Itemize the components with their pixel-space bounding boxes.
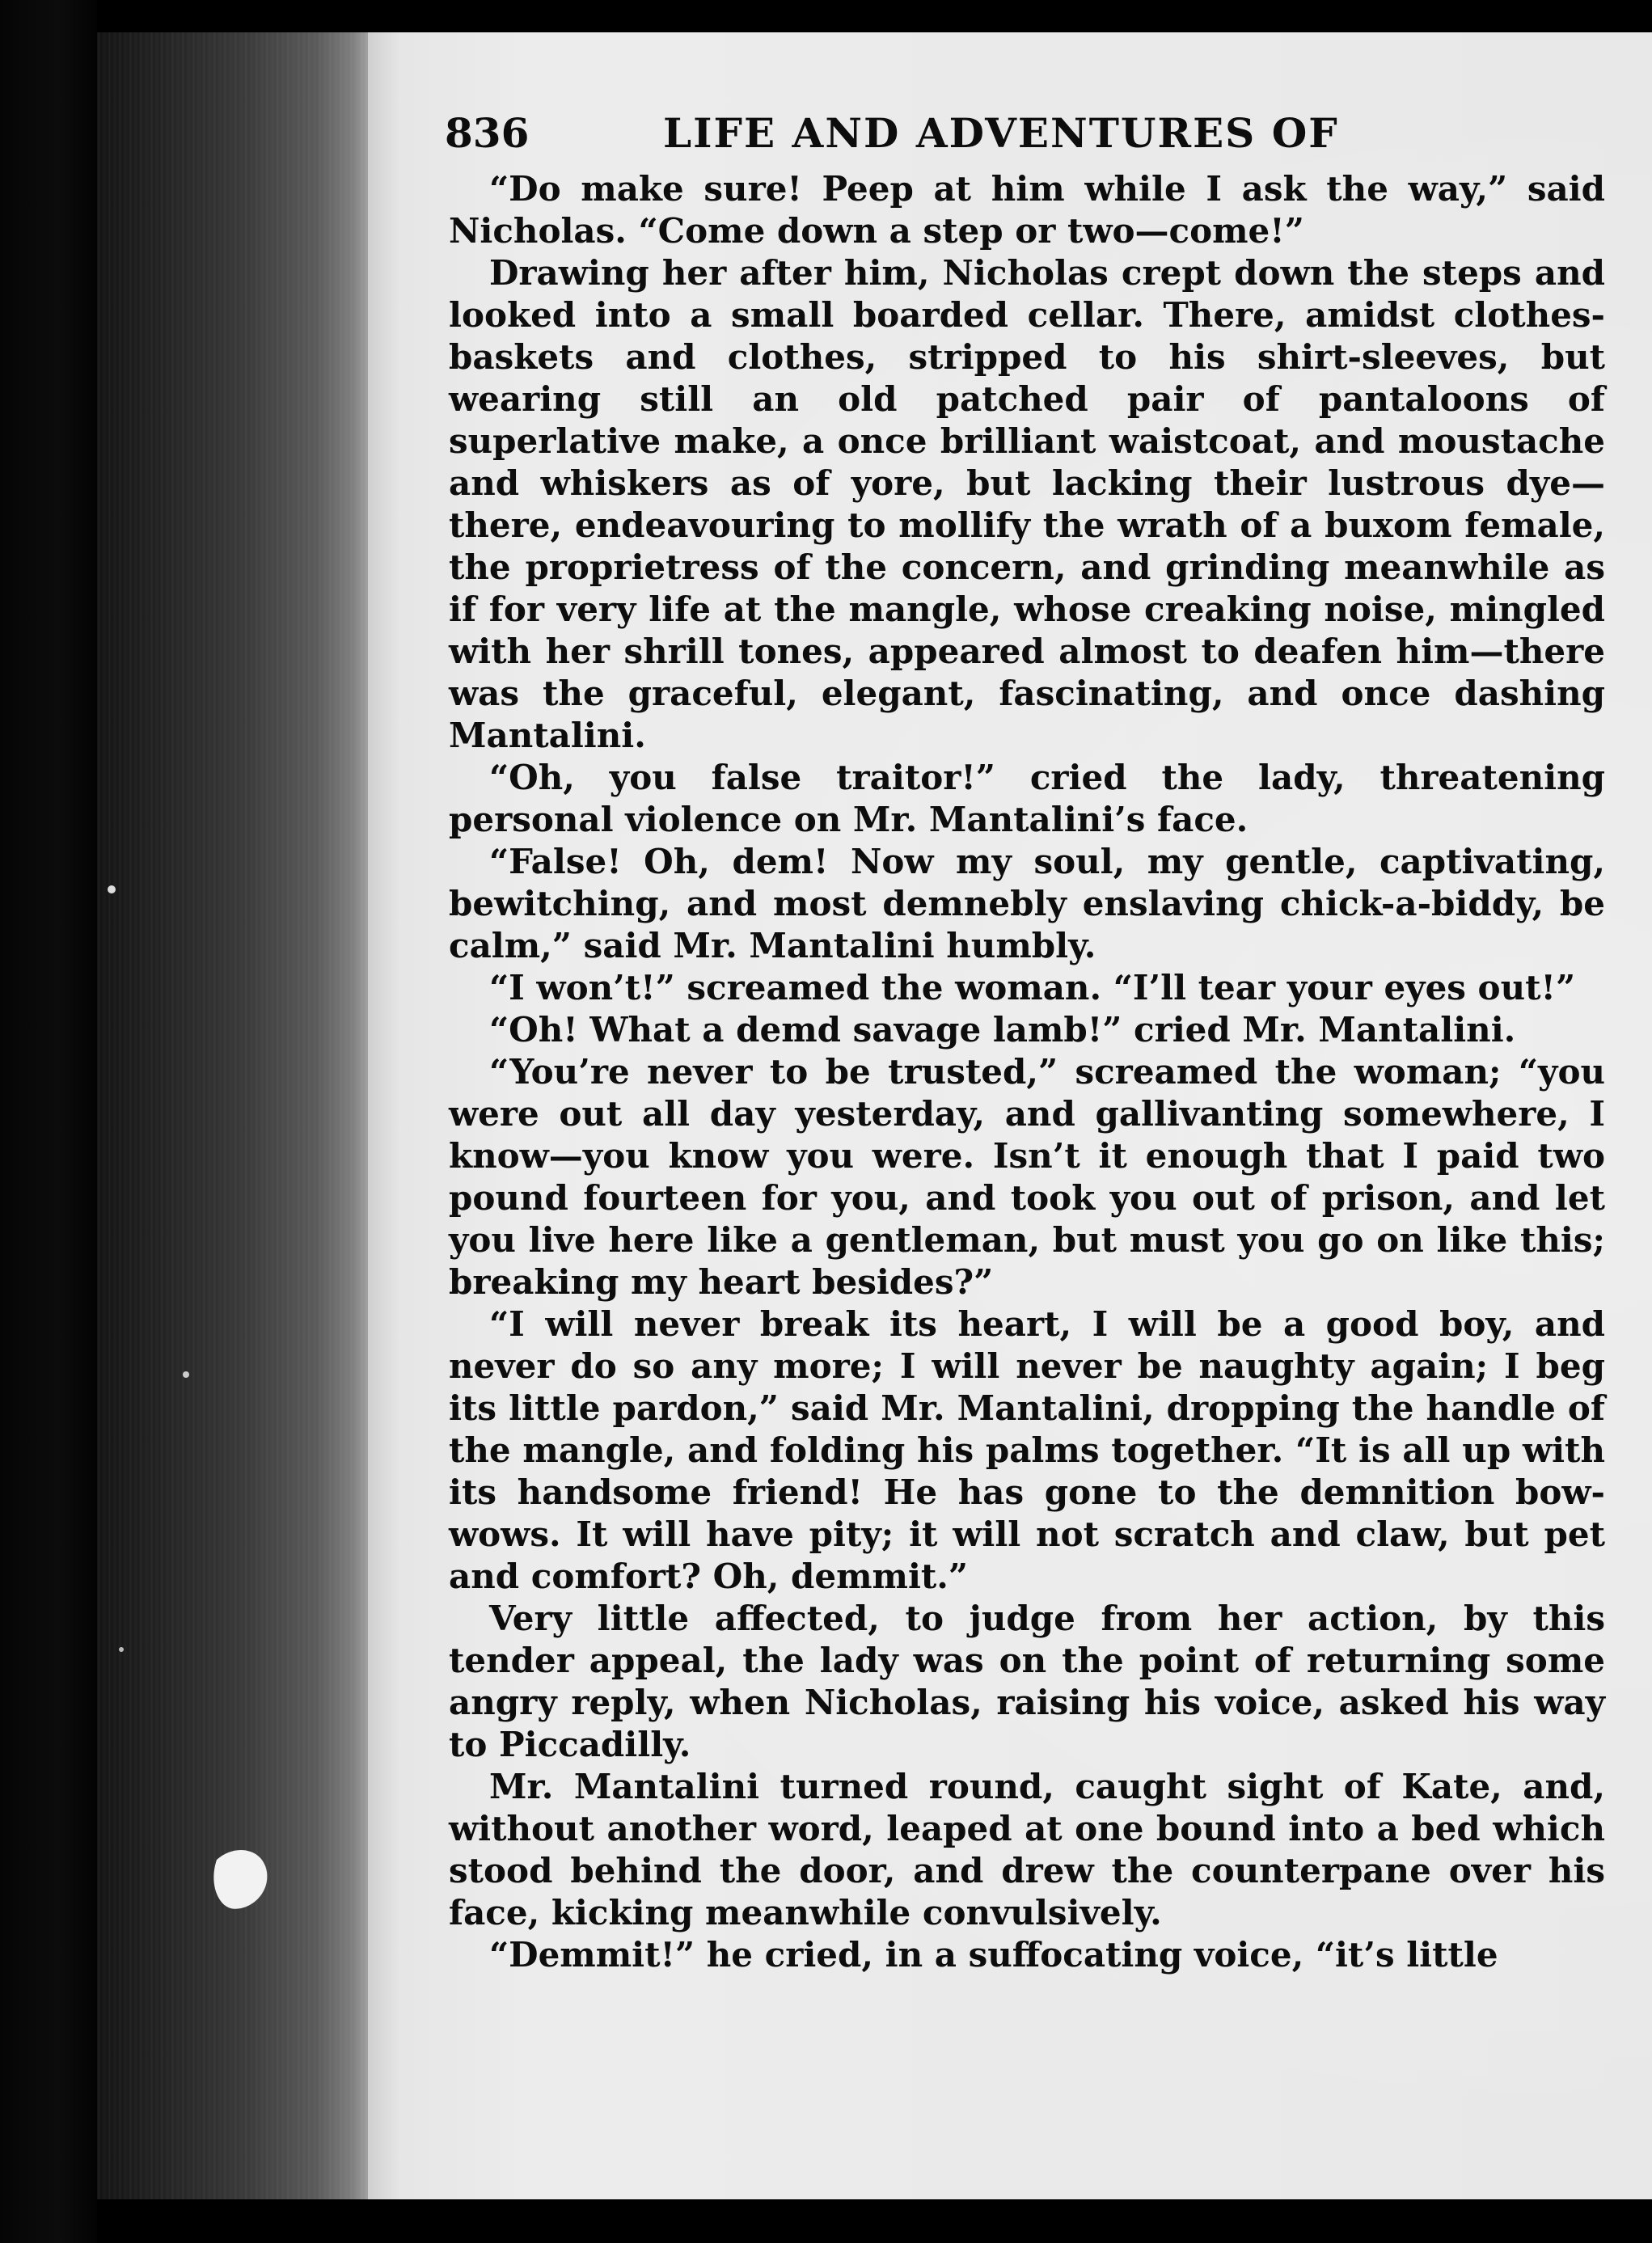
page-header	[445, 109, 1593, 174]
paragraph: “False! Oh, dem! Now my soul, my gentle, captivating, bewitching, and most demnebly enslaving chick-a-biddy, be calm,” said Mr. Mantalini humbly.	[449, 842, 1605, 965]
paragraph: Very little affected, to judge from her action, by this tender appeal, the lady was on the point of returning some angry reply, when Nicholas, raising his voice, asked his way to Piccadilly.	[449, 1599, 1605, 1764]
paragraph: “Oh, you false traitor!” cried the lady, threatening personal violence on Mr. Mantalini’s face.	[449, 758, 1605, 839]
body-text	[449, 168, 1605, 1976]
paragraph: Drawing her after him, Nicholas crept down the steps and looked into a small boarded cellar. There, amidst clothes-baskets and clothes, stripped to his shirt-sleeves, but wearing still an old patched pair of pantaloons of superlative make, a once brilliant waistcoat, and moustache and whiskers as of yore, but lacking their lustrous dye—there, endeavouring to mollify the wrath of a buxom female, the proprietress of the concern, and grinding meanwhile as if for very life at the mangle, whose creaking noise, mingled with her shrill tones, appeared almost to deafen him—there was the graceful, elegant, fascinating, and once dashing Mantalini.	[449, 253, 1605, 755]
book-page	[368, 32, 1652, 2199]
page-number: 836	[445, 109, 530, 157]
paragraph: “Oh! What a demd savage lamb!” cried Mr. Mantalini.	[489, 1010, 1516, 1050]
book-page-edges	[97, 32, 372, 2199]
scan-border-bottom	[368, 2199, 1652, 2243]
paragraph: “I won’t!” screamed the woman. “I’ll tear your eyes out!”	[489, 968, 1576, 1007]
paragraph: “Do make sure! Peep at him while I ask the way,” said Nicholas. “Come down a step or two—come!”	[449, 169, 1605, 251]
paragraph: “Demmit!” he cried, in a suffocating voice, “it’s little	[489, 1935, 1498, 1975]
paragraph: Mr. Mantalini turned round, caught sight of Kate, and, without another word, leaped at one bound into a bed which stood behind the door, and drew the counterpane over his face, kicking meanwhile convulsively.	[449, 1767, 1605, 1933]
paragraph: “You’re never to be trusted,” screamed the woman; “you were out all day yesterday, and gallivanting somewhere, I know—you know you were. Isn’t it enough that I paid two pound fourteen for you, and took you out of prison, and let you live here like a gentleman, but must you go on like this; breaking my heart besides?”	[449, 1052, 1605, 1302]
paragraph: “I will never break its heart, I will be a good boy, and never do so any more; I will never be naughty again; I beg its little pardon,” said Mr. Mantalini, dropping the handle of the mangle, and folding his palms together. “It is all up with its handsome friend! He has gone to the demnition bow-wows. It will have pity; it will not scratch and claw, but pet and comfort? Oh, demmit.”	[449, 1304, 1605, 1596]
scan-border	[0, 0, 97, 2243]
running-head: LIFE AND ADVENTURES OF	[663, 109, 1339, 157]
page-edge-specks	[97, 32, 372, 2199]
